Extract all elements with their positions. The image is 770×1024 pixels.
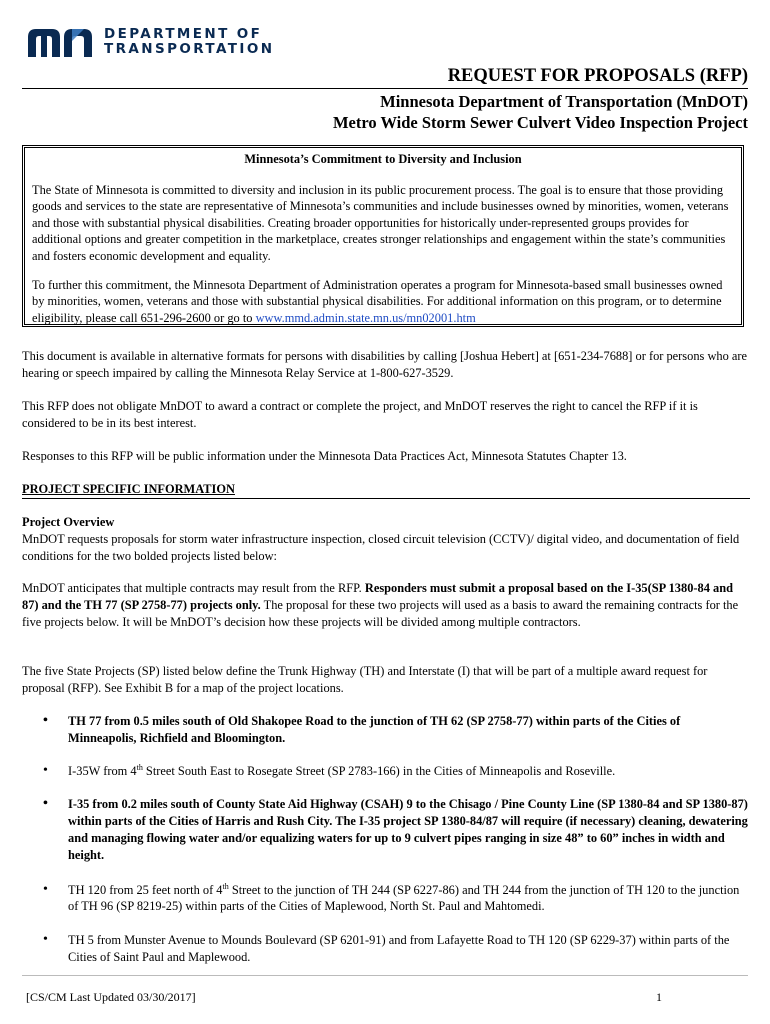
list-item-th77: • TH 77 from 0.5 miles south of Old Shakopee Road to the junction of TH 62 (SP 2758-77) within parts of the Cities of Minneapolis, Richfield and Bloomington. [22,713,750,747]
document-title: REQUEST FOR PROPOSALS (RFP) [447,66,748,86]
multiple-contracts-paragraph [22,580,750,630]
footer-divider [22,975,748,976]
project-info-heading: PROJECT SPECIFIC INFORMATION [22,481,750,499]
title-divider [22,88,748,89]
project-overview-text: MnDOT requests proposals for storm water infrastructure inspection, closed circuit television (CCTV)/ digital video, and documentation of field conditions for the two bolded projects listed below: [22,531,740,563]
i35w-text-a: I-35W from 4 [68,763,137,778]
th120-superscript: th [222,881,229,891]
list-item-th120 [22,882,750,916]
mn-logo-icon [28,27,96,57]
no-obligation-paragraph: This RFP does not obligate MnDOT to award a contract or complete the project, and MnDOT reserves the right to cancel the RFP if it is considered to be in its best interest. [22,399,698,430]
th120-text-b: Street to the junction of TH 244 (SP 6227-86) and TH 244 from the junction of TH 120 to the junction of TH 96 (SP 8219-25) within parts of the Cities of Maplewood, North St. Paul and Mahtomedi. [68,882,740,914]
agency-subtitle: Minnesota Department of Transportation (MnDOT) [380,92,748,111]
five-projects-paragraph: The five State Projects (SP) listed below define the Trunk Highway (TH) and Interstate (I) that will be part of a multiple award request for proposal (RFP). See Exhibit B for a map of the project locations. [22,664,708,695]
i35w-text-b: Street South East to Rosegate Street (SP 2783-166) in the Cities of Minneapolis and Roseville. [142,763,616,778]
list-item-i35w [22,763,750,780]
alt-formats-paragraph: This document is available in alternative formats for persons with disabilities by calling [Joshua Hebert] at [651-234-7688] or for persons who are hearing or speech impaired by calling the Minnesota Relay Service at 1-800-627-3529. [22,349,748,380]
page-number: 1 [656,990,662,1004]
mndot-logo [28,27,274,57]
logo-line-2: TRANSPORTATION [104,41,275,57]
i35w-superscript: th [136,762,143,772]
diversity-paragraph-1: The State of Minnesota is committed to diversity and inclusion in its public procurement process. The goal is to ensure that those providing goods and services to the state are representative of Minnesota’s communities and include businesses owned by minorities, women, veterans and those with substantial physical disabilities. Creating broader opportunities for historically under-represented groups provides for additional options and greater competition in the marketplace, creates stronger relationships and engagement within the state’s communities and fosters economic development and equality. [32,182,729,263]
projects-list-container [22,713,750,979]
contracts-intro: MnDOT anticipates that multiple contracts may result from the RFP. [22,581,365,595]
projects-list [22,713,750,966]
footer-updated: [CS/CM Last Updated 03/30/2017] [26,990,196,1004]
public-info-paragraph: Responses to this RFP will be public information under the Minnesota Data Practices Act, Minnesota Statutes Chapter 13. [22,449,627,463]
list-item-th5: • TH 5 from Munster Avenue to Mounds Boulevard (SP 6201-91) and from Lafayette Road to TH 120 (SP 6229-37) within parts of the Cities of Saint Paul and Maplewood. [22,932,750,966]
diversity-commitment-box [22,145,744,327]
contracts-detail: The proposal for these two projects will used as a basis to award the remaining contracts for the five projects below. It will be MnDOT’s decision how these projects will be divided among multiple contractors. [22,597,739,629]
diversity-paragraph-2-text: To further this commitment, the Minnesota Department of Administration operates a program for Minnesota-based small businesses owned by minorities, women, veterans and those with substantial physical disabilities. For additional information on this program, or to determine eligibility, please call 651-296-2600 or go to [32,277,723,325]
mmd-program-link[interactable]: www.mmd.admin.state.mn.us/mn02001.htm [255,310,476,325]
contracts-requirement: Responders must submit a proposal based on the I-35(SP 1380-84 and 87) and the TH 77 (SP 2758-77) projects only. [22,581,733,612]
project-overview-heading: Project Overview [22,515,115,529]
logo-line-1: DEPARTMENT OF [104,26,263,42]
project-overview-section [22,514,750,564]
list-item-i35: • I-35 from 0.2 miles south of County State Aid Highway (CSAH) 9 to the Chisago / Pine County Line (SP 1380-84 and SP 1380-87) within parts of the Cities of Harris and Rush City. The I-35 project SP 1380-84/87 will require (if necessary) cleaning, dewatering and managing flowing water and/or equalizing waters for up to 9 culvert pipes ranging in size 48” to 60” inches in width and height. [22,796,750,863]
diversity-paragraph-2 [32,277,734,327]
project-subtitle: Metro Wide Storm Sewer Culvert Video Inspection Project [332,113,748,132]
th120-text-a: TH 120 from 25 feet north of 4 [68,882,223,897]
diversity-box-title: Minnesota’s Commitment to Diversity and Inclusion [244,152,522,166]
logo-wordmark [104,27,274,57]
